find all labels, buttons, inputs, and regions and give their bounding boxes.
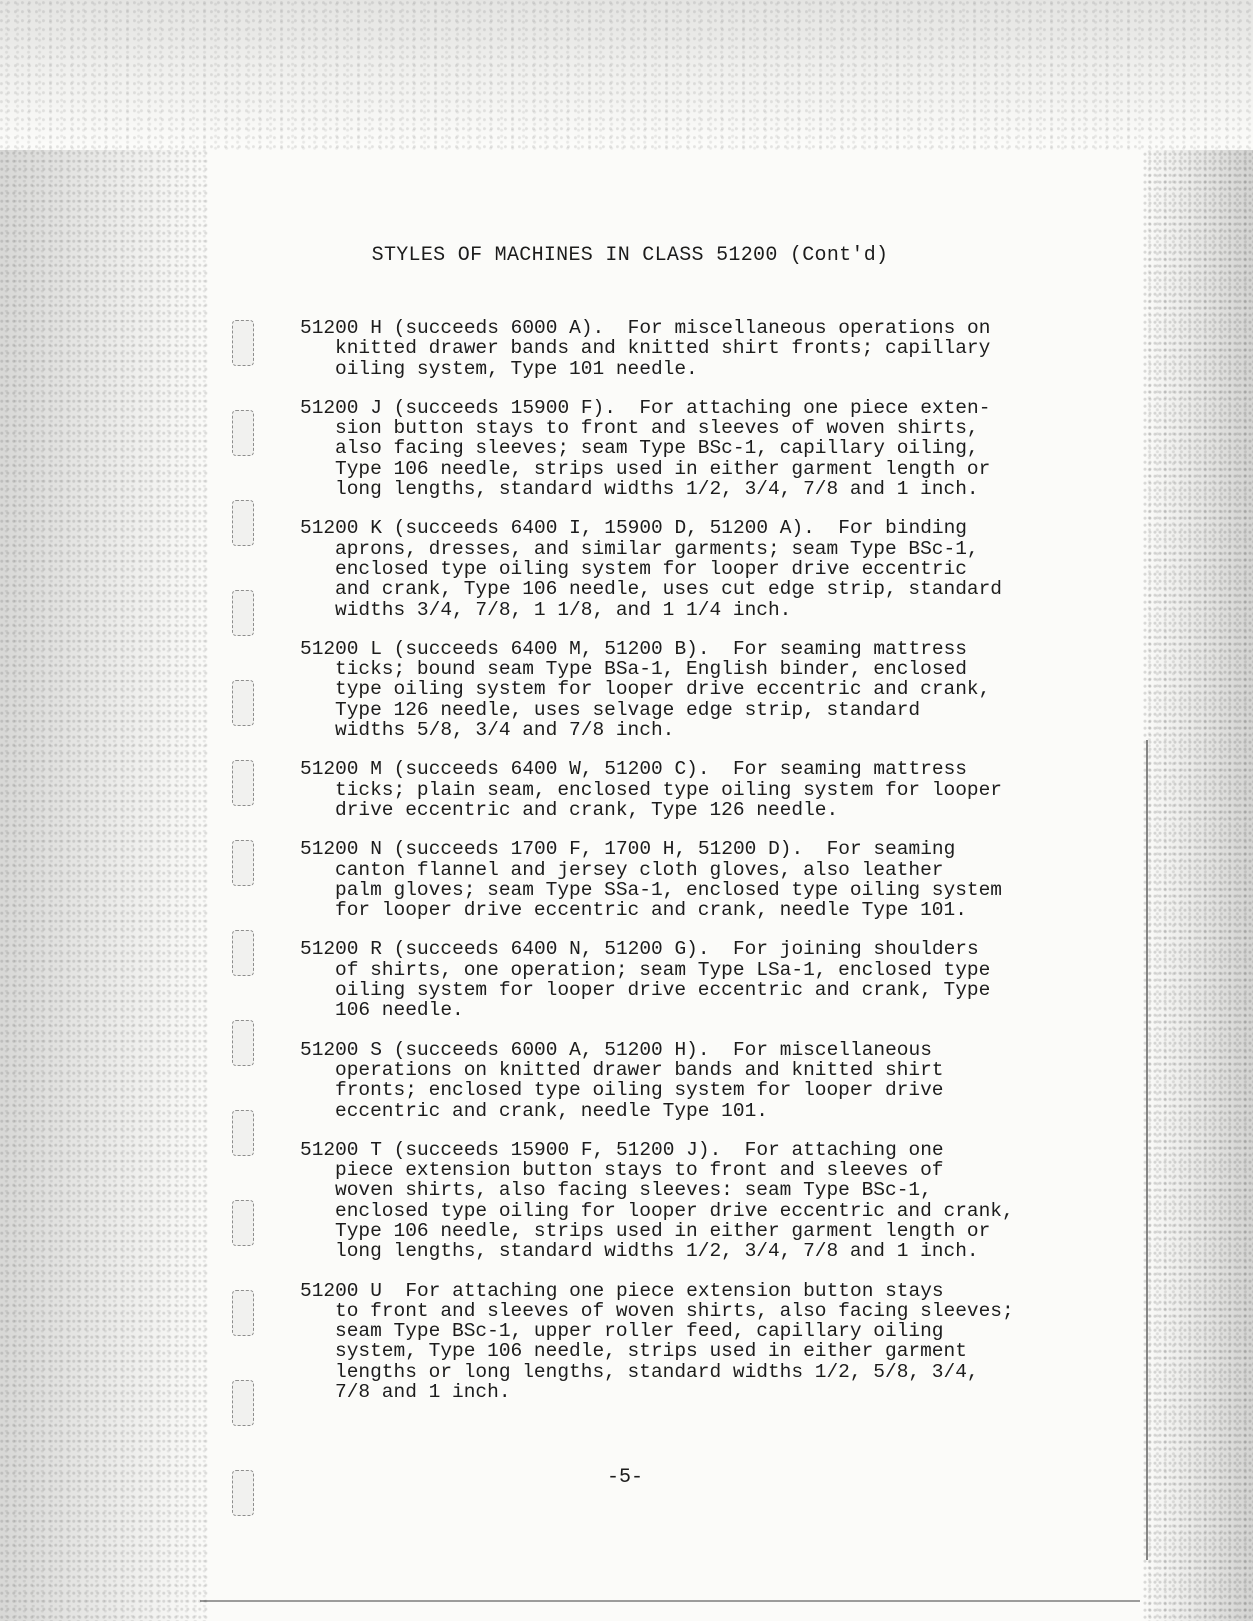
page-title: STYLES OF MACHINES IN CLASS 51200 (Cont'd) xyxy=(371,244,889,267)
entry-line: long lengths, standard widths 1/2, 3/4, 7/8 and 1 inch. xyxy=(335,1240,979,1263)
entry-line: widths 5/8, 3/4 and 7/8 inch. xyxy=(335,719,675,742)
entry-line: long lengths, standard widths 1/2, 3/4, 7/8 and 1 inch. xyxy=(335,478,979,501)
page-edge-line xyxy=(1146,740,1148,1560)
page-number: -5- xyxy=(606,1466,643,1489)
entry-first-line: 51200 K (succeeds 6400 I, 15900 D, 51200 A). For binding xyxy=(300,517,968,540)
entry-first-line: 51200 J (succeeds 15900 F). For attaching one piece exten- xyxy=(300,396,991,419)
entry-first-line: 51200 L (succeeds 6400 M, 51200 B). For seaming mattress xyxy=(300,637,968,660)
binder-hole xyxy=(232,1020,254,1066)
binder-hole xyxy=(232,680,254,726)
machine-style-entry xyxy=(300,1140,1060,1262)
binder-hole xyxy=(232,1380,254,1426)
entry-first-line: 51200 U For attaching one piece extension button stays xyxy=(300,1279,944,1302)
entry-line: system, Type 106 needle, strips used in either garment xyxy=(335,1340,967,1363)
entry-line: oiling system for looper drive eccentric and crank, Type xyxy=(335,979,991,1002)
entry-line: to front and sleeves of woven shirts, also facing sleeves; xyxy=(335,1299,1014,1322)
binder-hole xyxy=(232,1470,254,1516)
machine-style-list xyxy=(300,318,1060,1421)
entry-line: drive eccentric and crank, Type 126 needle. xyxy=(335,798,839,821)
entry-line: of shirts, one operation; seam Type LSa-1, enclosed type xyxy=(335,958,991,981)
entry-line: canton flannel and jersey cloth gloves, also leather xyxy=(335,858,944,881)
entry-line: 7/8 and 1 inch. xyxy=(335,1381,511,1404)
scan-noise-top xyxy=(0,0,1253,150)
entry-line: eccentric and crank, needle Type 101. xyxy=(335,1099,768,1122)
entry-line: Type 106 needle, strips used in either garment length or xyxy=(335,1219,991,1242)
entry-line: Type 106 needle, strips used in either garment length or xyxy=(335,457,991,480)
entry-line: lengths or long lengths, standard widths 1/2, 5/8, 3/4, xyxy=(335,1360,979,1383)
entry-line: aprons, dresses, and similar garments; seam Type BSc-1, xyxy=(335,537,979,560)
entry-line: woven shirts, also facing sleeves: seam Type BSc-1, xyxy=(335,1179,932,1202)
page-bottom-edge-line xyxy=(200,1600,1140,1602)
scan-noise-left xyxy=(0,150,210,1621)
entry-line: Type 126 needle, uses selvage edge strip, standard xyxy=(335,698,921,721)
entry-line: ticks; plain seam, enclosed type oiling system for looper xyxy=(335,778,1003,801)
scan-noise-right xyxy=(1143,150,1253,1621)
machine-style-entry xyxy=(300,1281,1060,1403)
binder-hole xyxy=(232,1110,254,1156)
binder-hole xyxy=(232,1200,254,1246)
binder-hole xyxy=(232,760,254,806)
entry-line: ticks; bound seam Type BSa-1, English binder, enclosed xyxy=(335,658,967,681)
entry-first-line: 51200 S (succeeds 6000 A, 51200 H). For miscellaneous xyxy=(300,1038,932,1061)
machine-style-entry xyxy=(300,398,1060,499)
entry-line: also facing sleeves; seam Type BSc-1, capillary oiling, xyxy=(335,437,979,460)
entry-first-line: 51200 H (succeeds 6000 A). For miscellaneous operations on xyxy=(300,317,991,339)
machine-style-entry xyxy=(300,318,1060,379)
machine-style-entry xyxy=(300,939,1060,1020)
entry-line: palm gloves; seam Type SSa-1, enclosed type oiling system xyxy=(335,878,1003,901)
binder-hole xyxy=(232,410,254,456)
entry-first-line: 51200 T (succeeds 15900 F, 51200 J). For attaching one xyxy=(300,1138,944,1161)
entry-line: fronts; enclosed type oiling system for looper drive xyxy=(335,1079,944,1102)
entry-line: widths 3/4, 7/8, 1 1/8, and 1 1/4 inch. xyxy=(335,598,792,621)
entry-line: knitted drawer bands and knitted shirt fronts; capillary xyxy=(335,337,991,360)
binder-hole xyxy=(232,590,254,636)
entry-first-line: 51200 R (succeeds 6400 N, 51200 G). For joining shoulders xyxy=(300,938,979,961)
entry-line: enclosed type oiling for looper drive eccentric and crank, xyxy=(335,1199,1014,1222)
entry-line: sion button stays to front and sleeves of woven shirts, xyxy=(335,417,979,440)
machine-style-entry xyxy=(300,518,1060,619)
entry-line: piece extension button stays to front and sleeves of xyxy=(335,1159,944,1182)
entry-line: operations on knitted drawer bands and knitted shirt xyxy=(335,1058,944,1081)
entry-line: type oiling system for looper drive eccentric and crank, xyxy=(335,678,991,701)
binder-hole xyxy=(232,930,254,976)
entry-line: 106 needle. xyxy=(335,999,464,1022)
machine-style-entry xyxy=(300,759,1060,820)
machine-style-entry xyxy=(300,639,1060,740)
binder-hole xyxy=(232,840,254,886)
entry-line: oiling system, Type 101 needle. xyxy=(335,357,698,380)
binder-hole xyxy=(232,1290,254,1336)
entry-line: and crank, Type 106 needle, uses cut edge strip, standard xyxy=(335,578,1003,601)
entry-line: for looper drive eccentric and crank, needle Type 101. xyxy=(335,899,967,922)
entry-line: seam Type BSc-1, upper roller feed, capillary oiling xyxy=(335,1320,944,1343)
machine-style-entry xyxy=(300,839,1060,920)
binder-hole xyxy=(232,500,254,546)
binder-hole xyxy=(232,320,254,366)
binder-hole-marks xyxy=(232,320,256,1580)
machine-style-entry xyxy=(300,1040,1060,1121)
entry-first-line: 51200 M (succeeds 6400 W, 51200 C). For seaming mattress xyxy=(300,758,968,781)
entry-line: enclosed type oiling system for looper drive eccentric xyxy=(335,557,967,580)
entry-first-line: 51200 N (succeeds 1700 F, 1700 H, 51200 D). For seaming xyxy=(300,838,956,861)
